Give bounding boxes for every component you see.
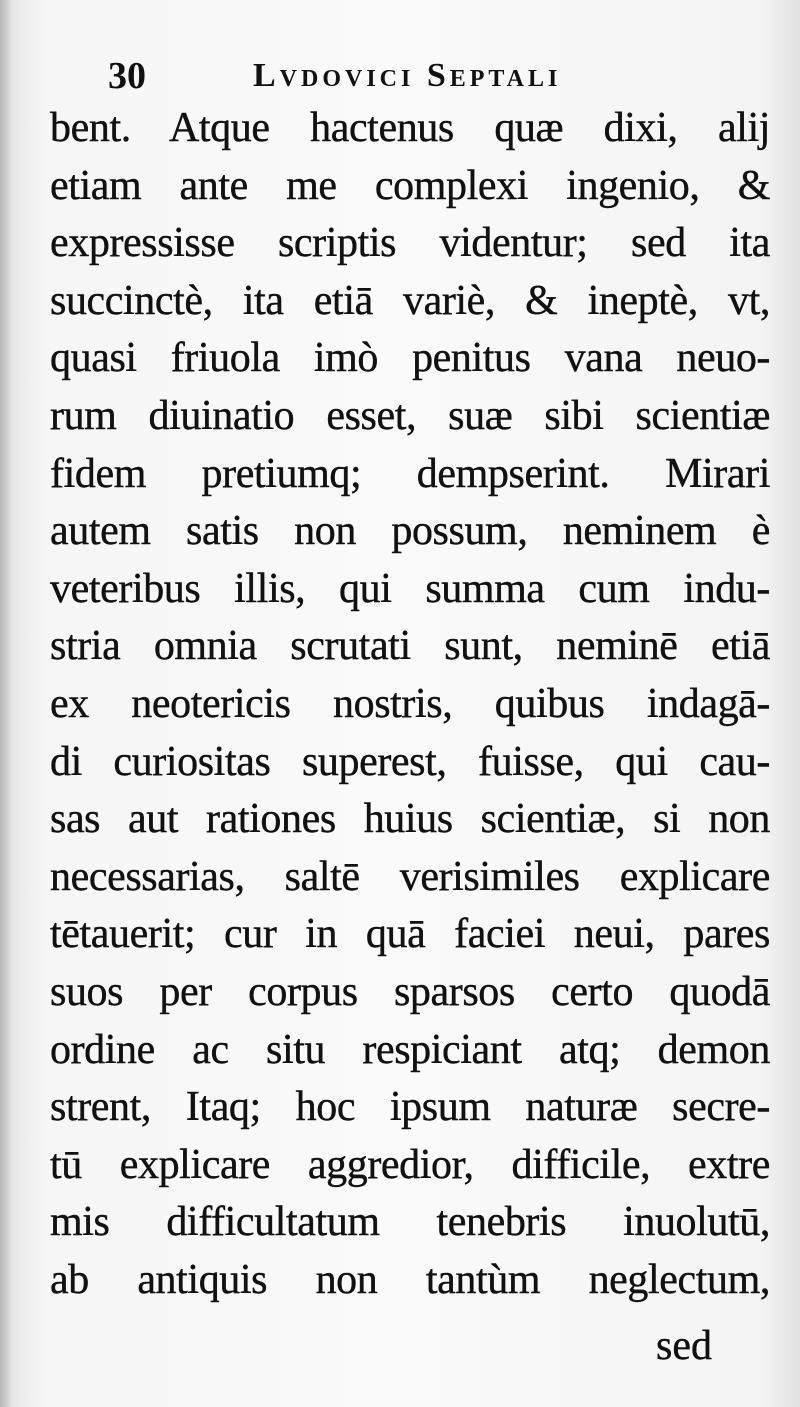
text-line: succinctè, ita etiā variè, & ineptè, vt, (50, 277, 770, 324)
text-line: etiam ante me complexi ingenio, & (50, 162, 770, 209)
text-line: autem satis non possum, neminem è (50, 508, 770, 555)
text-line: rum diuinatio esset, suæ sibi scientiæ (50, 392, 770, 439)
catchword: sed (656, 1323, 712, 1369)
text-line: expressisse scriptis videntur; sed ita (50, 220, 770, 267)
text-line: bent. Atque hactenus quæ dixi, alij (50, 105, 770, 151)
text-line: tētauerit; cur in quā faciei neui, pares (50, 911, 770, 958)
text-line: tū explicare aggredior, difficile, extre (50, 1141, 770, 1188)
page-gutter-shadow (0, 0, 12, 1407)
text-line: stria omnia scrutati sunt, neminē etiā (50, 623, 770, 670)
text-line: mis difficultatum tenebris inuolutū, (50, 1199, 770, 1246)
page-header (108, 50, 628, 102)
text-line: fidem pretiumq; dempserint. Mirari (50, 450, 770, 497)
text-line: ex neotericis nostris, quibus indagā- (50, 680, 770, 727)
text-line: strent, Itaq; hoc ipsum naturæ secre- (50, 1084, 770, 1131)
text-line: di curiositas superest, fuisse, qui cau- (50, 738, 770, 785)
text-line: ordine ac situ respiciant atq; demon (50, 1026, 770, 1073)
text-line: suos per corpus sparsos certo quodā (50, 968, 770, 1015)
text-line: quasi friuola imò penitus vana neuo- (50, 335, 770, 382)
text-line: necessarias, saltē verisimiles explicare (50, 853, 770, 900)
page-number: 30 (108, 55, 146, 97)
text-line: sas aut rationes huius scientiæ, si non (50, 796, 770, 843)
running-head: Lvdovici Septali (253, 57, 562, 94)
text-line: veteribus illis, qui summa cum indu- (50, 565, 770, 612)
text-body (50, 100, 770, 1309)
text-line: ab antiquis non tantùm neglectum, (50, 1256, 770, 1303)
